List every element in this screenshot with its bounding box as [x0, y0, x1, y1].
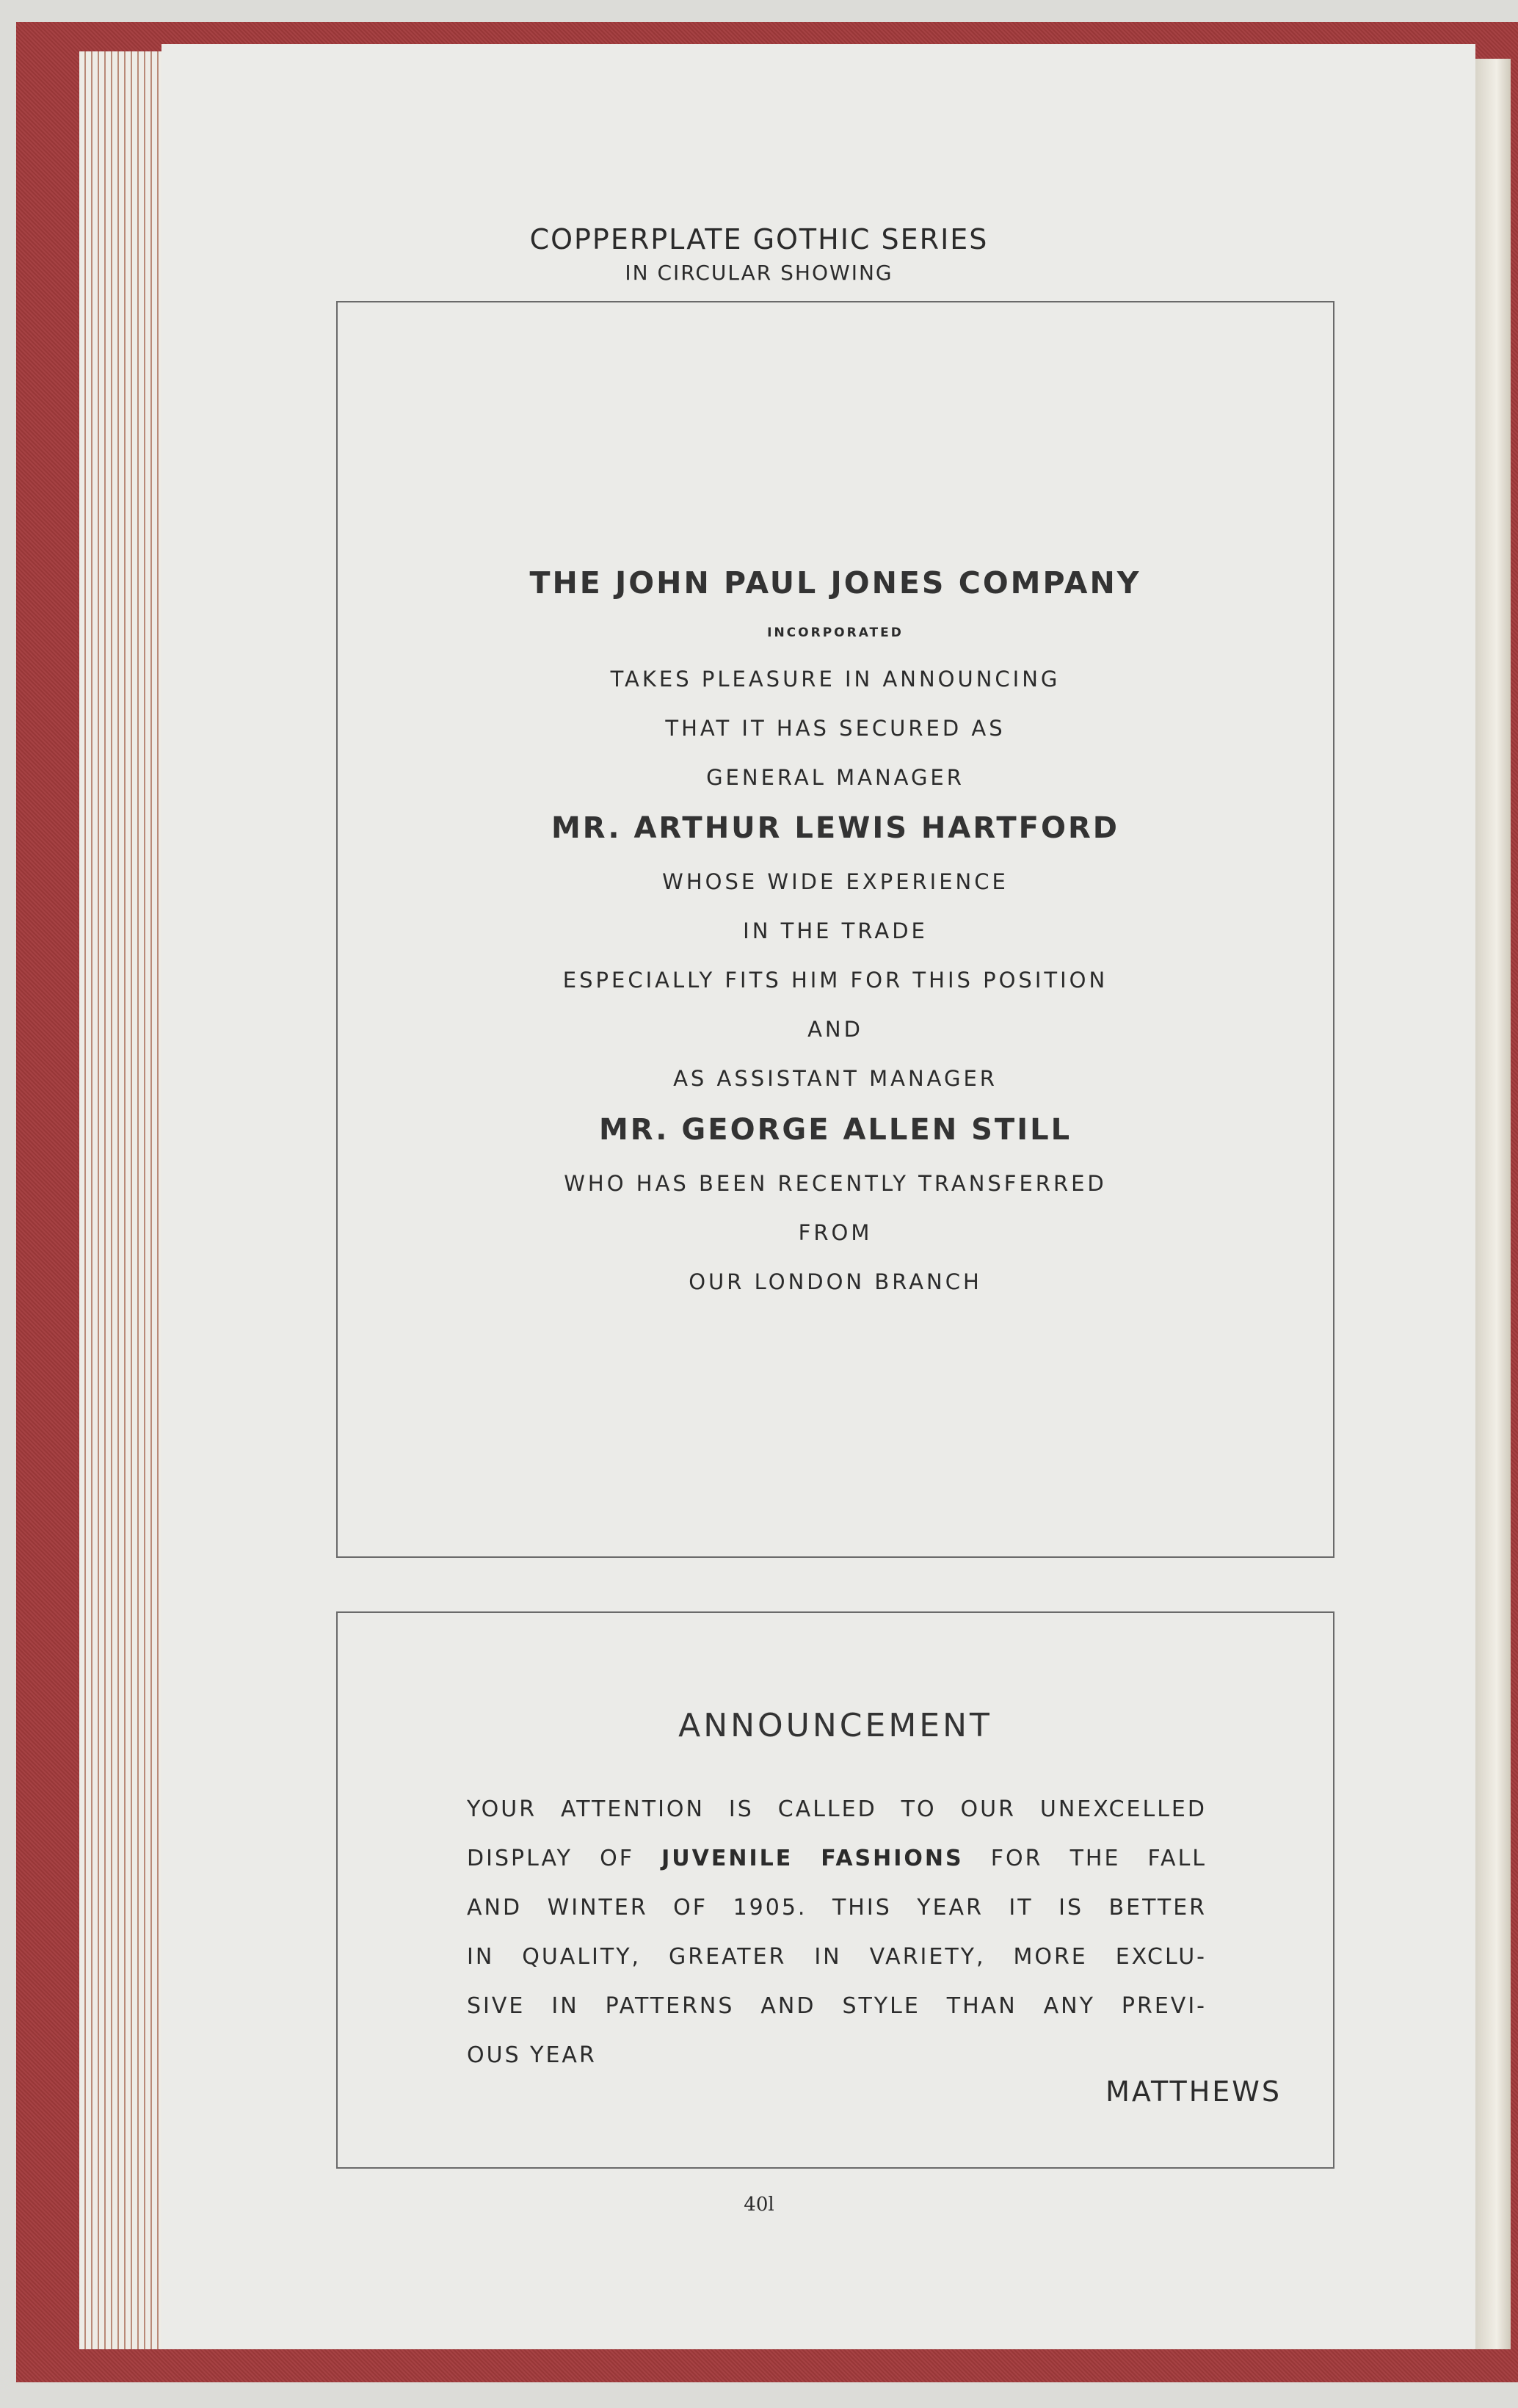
announcement-line: YOUR ATTENTION IS CALLED TO OUR UNEXCELLED	[467, 1796, 1207, 1822]
series-subtitle: IN CIRCULAR SHOWING	[625, 261, 893, 285]
circular-line: IN THE TRADE	[743, 918, 928, 943]
circular-line: FROM	[798, 1220, 873, 1245]
announcement-text: DISPLAY OF	[467, 1846, 662, 1871]
circular-line: WHO HAS BEEN RECENTLY TRANSFERRED	[564, 1171, 1107, 1196]
announcement-specimen-box	[336, 1611, 1334, 2169]
announcement-line: OUS YEAR	[467, 2042, 597, 2068]
circular-line: OUR LONDON BRANCH	[689, 1269, 982, 1294]
page-number: 40l	[744, 2194, 774, 2216]
assistant-manager-name: MR. GEORGE ALLEN STILL	[598, 1113, 1072, 1147]
general-manager-name: MR. ARTHUR LEWIS HARTFORD	[551, 811, 1119, 845]
announcement-text: FOR THE FALL	[963, 1846, 1208, 1871]
announcement-line: AND WINTER OF 1905. THIS YEAR IT IS BETTER	[467, 1895, 1207, 1921]
company-name: THE JOHN PAUL JONES COMPANY	[529, 565, 1141, 601]
circular-line: AND	[807, 1017, 863, 1042]
circular-line: ESPECIALLY FITS HIM FOR THIS POSITION	[562, 968, 1108, 993]
circular-specimen-box	[336, 301, 1334, 1558]
signature: MATTHEWS	[1105, 2075, 1282, 2108]
juvenile-fashions-emphasis: JUVENILE FASHIONS	[661, 1846, 964, 1871]
series-title: COPPERPLATE GOTHIC SERIES	[529, 223, 989, 255]
page-edges	[79, 51, 166, 2349]
announcement-line: SIVE IN PATTERNS AND STYLE THAN ANY PREVI-	[467, 1993, 1207, 2019]
circular-line: WHOSE WIDE EXPERIENCE	[662, 869, 1009, 894]
circular-line: THAT IT HAS SECURED AS	[665, 716, 1006, 741]
announcement-line	[467, 1844, 1207, 1874]
right-page-edge	[1475, 59, 1511, 2349]
announcement-title: ANNOUNCEMENT	[678, 1707, 992, 1744]
announcement-line: IN QUALITY, GREATER IN VARIETY, MORE EXCLU-	[467, 1944, 1207, 1970]
circular-line: GENERAL MANAGER	[706, 765, 965, 790]
circular-line: AS ASSISTANT MANAGER	[673, 1066, 998, 1091]
circular-line: TAKES PLEASURE IN ANNOUNCING	[610, 667, 1061, 692]
incorporated-label: INCORPORATED	[767, 625, 904, 640]
